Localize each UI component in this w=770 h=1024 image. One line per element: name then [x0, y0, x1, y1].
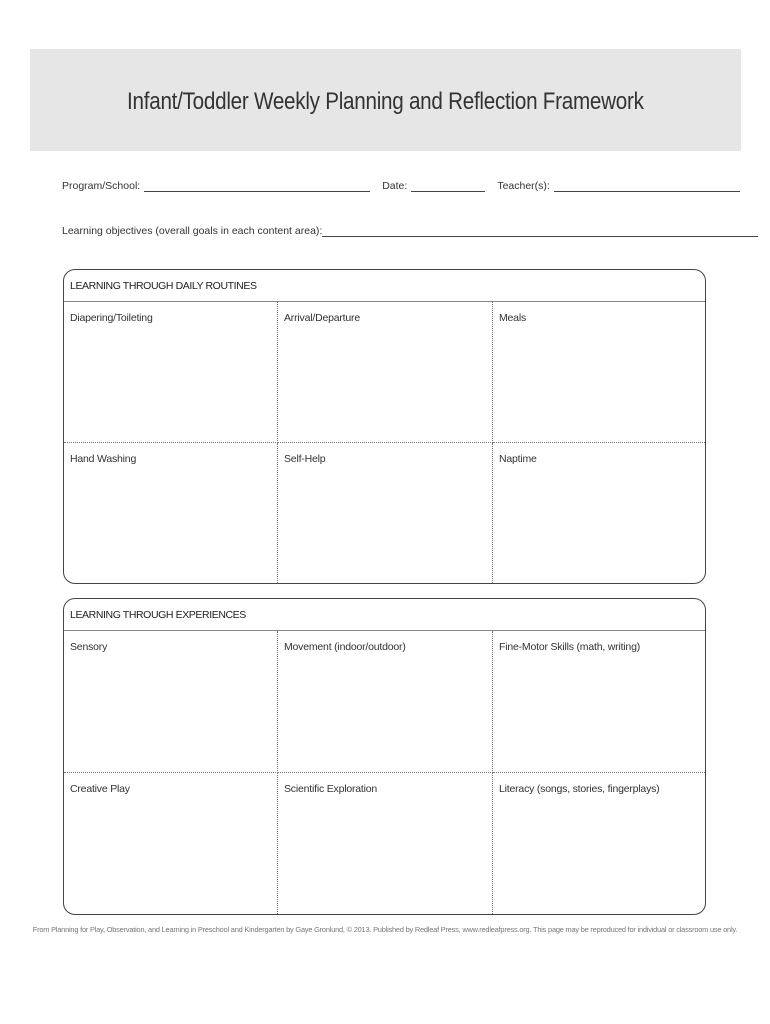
section-grid [64, 631, 705, 914]
program-school-field[interactable] [144, 181, 370, 192]
section-grid [64, 302, 705, 583]
meals-cell[interactable]: Meals [493, 302, 705, 443]
arrival-departure-cell[interactable]: Arrival/Departure [278, 302, 493, 443]
experiences-section [63, 598, 706, 915]
page-title: Infant/Toddler Weekly Planning and Reflection Framework [127, 88, 644, 115]
diapering-toileting-cell[interactable]: Diapering/Toileting [64, 302, 278, 443]
hand-washing-cell[interactable]: Hand Washing [64, 443, 278, 584]
title-band [30, 49, 741, 151]
footer-credit: From Planning for Play, Observation, and Learning in Preschool and Kindergarten by Gaye Gronlund, © 2013. Published by Redleaf Press, www.redleafpress.org. This page may be reproduced for individual or classroom use only. [32, 925, 738, 934]
learning-objectives-field[interactable] [322, 226, 758, 237]
section-heading: LEARNING THROUGH EXPERIENCES [64, 599, 705, 631]
naptime-cell[interactable]: Naptime [499, 452, 537, 465]
learning-objectives-label: Learning objectives (overall goals in each content area): [62, 225, 323, 237]
sensory-cell[interactable]: Sensory [64, 631, 278, 773]
daily-routines-section [63, 269, 706, 584]
teachers-label: Teacher(s): [497, 180, 550, 192]
creative-play-cell[interactable]: Creative Play [64, 773, 278, 915]
scientific-exploration-cell[interactable]: Scientific Exploration [278, 773, 493, 915]
header-fields-row [62, 180, 740, 192]
date-field[interactable] [411, 181, 485, 192]
movement-cell[interactable]: Movement (indoor/outdoor) [278, 631, 493, 773]
literacy-cell[interactable]: Literacy (songs, stories, fingerplays) [499, 782, 660, 795]
section-heading: LEARNING THROUGH DAILY ROUTINES [64, 270, 705, 302]
teachers-field[interactable] [554, 181, 740, 192]
fine-motor-skills-cell[interactable]: Fine-Motor Skills (math, writing) [493, 631, 705, 773]
date-label: Date: [382, 180, 408, 192]
objectives-row [62, 225, 758, 237]
program-school-label: Program/School: [62, 180, 141, 192]
self-help-cell[interactable]: Self-Help [278, 443, 493, 584]
